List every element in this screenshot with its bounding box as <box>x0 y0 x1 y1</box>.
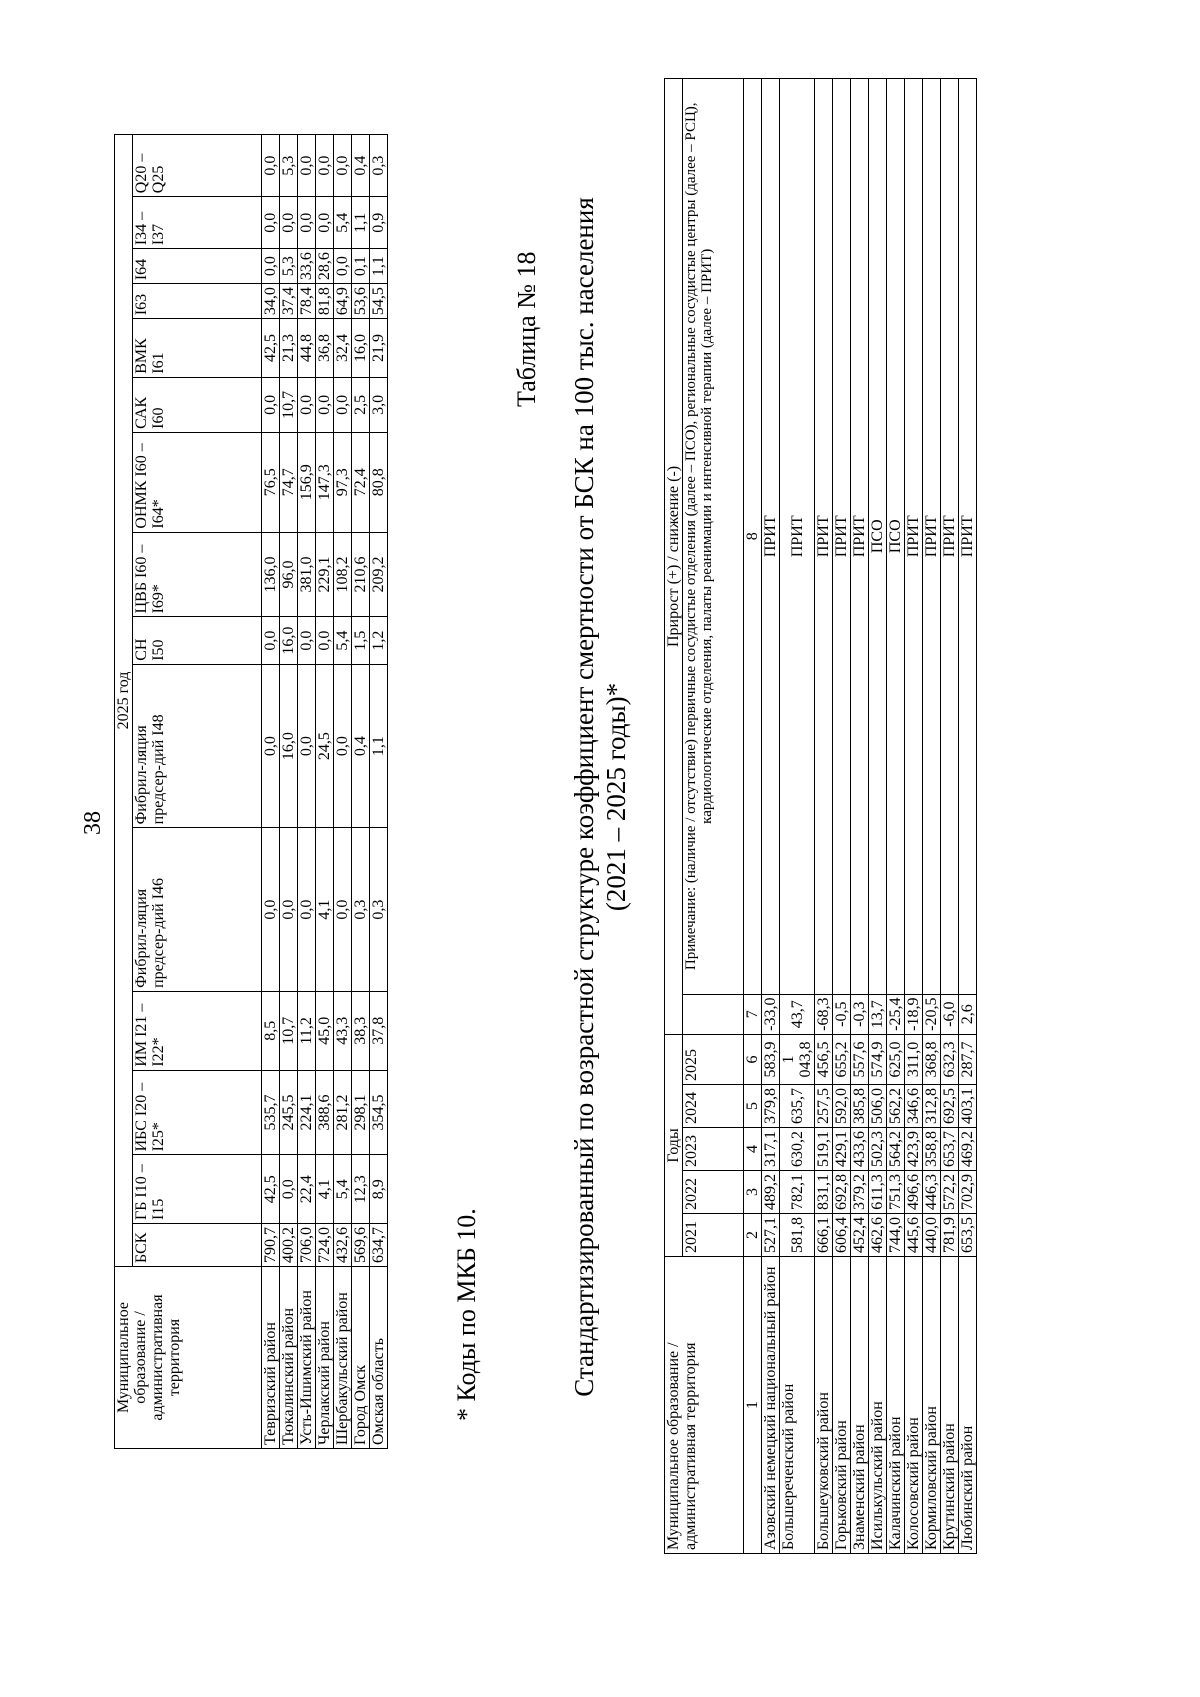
t2-growth: -6,0 <box>941 994 959 1034</box>
t1-cell: 388,6 <box>316 1070 334 1155</box>
t1-cell: 0,0 <box>298 135 316 197</box>
t1-cell: 569,6 <box>352 1224 370 1267</box>
t2-cell: 666,1 <box>815 1214 833 1257</box>
t1-cell: 354,5 <box>370 1070 388 1155</box>
t1-cell: 5,3 <box>280 135 298 197</box>
t1-cell: 5,4 <box>334 617 352 664</box>
t1-cell: 535,7 <box>262 1070 280 1155</box>
t2-cell: 702,9 <box>959 1171 977 1214</box>
t1-row-name: Тюкалинский район <box>280 1267 298 1449</box>
t2-header-note: Примечание: (наличие / отсутствие) первичные сосудистые отделения (далее – ПСО), региональные сосудистые центры (далее – РСЦ), кардиологические отделения, палаты реанимации и интенсивной терапии (далее – ПРИТ) <box>683 79 744 995</box>
t2-note: ПСО <box>887 79 905 995</box>
t2-growth: -18,9 <box>905 994 923 1034</box>
t1-cell: 11,2 <box>298 991 316 1070</box>
t1-cell: 78,4 <box>298 284 316 319</box>
t1-col-header: Фибрил-ляция предсер-дий I48 <box>133 664 262 828</box>
t2-col-number: 6 <box>744 1034 762 1084</box>
t2-year-header: 2021 <box>683 1214 744 1257</box>
t2-cell: 692,5 <box>941 1085 959 1128</box>
t1-cell: 0,0 <box>298 828 316 992</box>
t2-cell: 781,9 <box>941 1214 959 1257</box>
t1-cell: 34,0 <box>262 284 280 319</box>
t2-cell: 385,8 <box>851 1085 869 1128</box>
t2-cell: 452,4 <box>851 1214 869 1257</box>
t1-cell: 45,0 <box>316 991 334 1070</box>
t1-cell: 0,0 <box>262 617 280 664</box>
t2-cell: 527,1 <box>762 1214 780 1257</box>
t1-cell: 136,0 <box>262 532 280 617</box>
t1-cell: 96,0 <box>280 532 298 617</box>
t2-note: ПРИТ <box>905 79 923 995</box>
t2-col-number: 8 <box>744 79 762 995</box>
t1-cell: 0,0 <box>262 377 280 432</box>
table-row <box>780 79 815 1554</box>
t2-cell: 456,5 <box>815 1034 833 1084</box>
t1-cell: 8,9 <box>370 1155 388 1224</box>
t1-cell: 0,0 <box>280 828 298 992</box>
t2-row-name: Крутинский район <box>941 1257 959 1554</box>
t2-cell: 469,2 <box>959 1128 977 1171</box>
t1-cell: 81,8 <box>316 284 334 319</box>
t1-cell: 156,9 <box>298 432 316 532</box>
t1-cell: 38,3 <box>352 991 370 1070</box>
t1-cell: 8,5 <box>262 991 280 1070</box>
t2-col-number: 1 <box>744 1257 762 1554</box>
t1-cell: 28,6 <box>316 249 334 284</box>
table-row <box>298 135 316 1449</box>
t1-cell: 0,0 <box>316 617 334 664</box>
t1-cell: 0,0 <box>262 664 280 828</box>
t1-cell: 5,4 <box>334 197 352 249</box>
t2-cell: 557,6 <box>851 1034 869 1084</box>
t2-row-name: Азовский немецкий национальный район <box>762 1257 780 1554</box>
table-title <box>568 97 632 1497</box>
t1-cell: 72,4 <box>352 432 370 532</box>
t1-cell: 37,4 <box>280 284 298 319</box>
t1-cell: 16,0 <box>352 319 370 378</box>
t1-cell: 1,5 <box>352 617 370 664</box>
t1-col-header: Фибрил-ляция предсер-дий I46 <box>133 828 262 992</box>
t1-cell: 54,5 <box>370 284 388 319</box>
t2-growth: 13,7 <box>869 994 887 1034</box>
t1-cell: 298,1 <box>352 1070 370 1155</box>
t1-cell: 0,0 <box>334 135 352 197</box>
t2-year-header: 2025 <box>683 1034 744 1084</box>
t1-cell: 97,3 <box>334 432 352 532</box>
t1-cell: 0,3 <box>352 828 370 992</box>
table-row <box>352 135 370 1449</box>
t2-cell: 581,8 <box>780 1214 815 1257</box>
t1-cell: 0,0 <box>262 197 280 249</box>
table-row <box>905 79 923 1554</box>
t2-row-name: Знаменский район <box>851 1257 869 1554</box>
t1-cell: 0,0 <box>262 828 280 992</box>
t2-note: ПРИТ <box>941 79 959 995</box>
t1-cell: 32,4 <box>334 319 352 378</box>
t2-cell: 592,0 <box>833 1085 851 1128</box>
t2-header-growth: Прирост (+) / снижение (-) <box>665 79 683 1035</box>
t1-cell: 22,4 <box>298 1155 316 1224</box>
t1-row-name: Усть-Ишимский район <box>298 1267 316 1449</box>
table-18 <box>664 78 977 1554</box>
t1-col-header: ГБ I10 – I15 <box>133 1155 262 1224</box>
t1-cell: 0,0 <box>316 197 334 249</box>
t1-col-header: ВМК I61 <box>133 319 262 378</box>
t2-growth-sub <box>683 994 744 1034</box>
t2-col-number: 5 <box>744 1085 762 1128</box>
t2-cell: 751,3 <box>887 1171 905 1214</box>
t2-cell: 744,0 <box>887 1214 905 1257</box>
t1-cell: 634,7 <box>370 1224 388 1267</box>
t1-header-territory: Муниципальное образование / административная территория <box>115 1267 262 1449</box>
t2-cell: 630,2 <box>780 1128 815 1171</box>
t2-cell: 583,9 <box>762 1034 780 1084</box>
t1-cell: 10,7 <box>280 377 298 432</box>
t1-cell: 0,9 <box>370 197 388 249</box>
t1-col-header: СН I50 <box>133 617 262 664</box>
t1-cell: 209,2 <box>370 532 388 617</box>
t1-cell: 80,8 <box>370 432 388 532</box>
t2-row-name: Любинский район <box>959 1257 977 1554</box>
t2-cell: 564,2 <box>887 1128 905 1171</box>
t2-cell: 653,7 <box>941 1128 959 1171</box>
t1-col-header: I63 <box>133 284 262 319</box>
table-row <box>923 79 941 1554</box>
t2-cell: 445,6 <box>905 1214 923 1257</box>
t1-cell: 0,3 <box>370 135 388 197</box>
t1-cell: 0,0 <box>316 377 334 432</box>
t2-cell: 635,7 <box>780 1085 815 1128</box>
t1-cell: 42,5 <box>262 319 280 378</box>
t2-note: ПРИТ <box>959 79 977 995</box>
t2-year-header: 2022 <box>683 1171 744 1214</box>
t2-cell: 496,6 <box>905 1171 923 1214</box>
table-label: Таблица № 18 <box>512 251 541 407</box>
t2-cell: 562,2 <box>887 1085 905 1128</box>
t2-header-years: Годы <box>665 1034 683 1256</box>
t2-row-name: Колосовский район <box>905 1257 923 1554</box>
table-row <box>370 135 388 1449</box>
t1-cell: 1,1 <box>370 664 388 828</box>
t2-cell: 358,8 <box>923 1128 941 1171</box>
t1-cell: 210,6 <box>352 532 370 617</box>
t2-note: ПРИТ <box>923 79 941 995</box>
t1-cell: 229,1 <box>316 532 334 617</box>
t2-growth: -20,5 <box>923 994 941 1034</box>
t1-col-header: САК I60 <box>133 377 262 432</box>
t2-cell: 403,1 <box>959 1085 977 1128</box>
t1-cell: 64,9 <box>334 284 352 319</box>
t2-note: ПРИТ <box>833 79 851 995</box>
t1-cell: 1,2 <box>370 617 388 664</box>
t1-col-header: I64 <box>133 249 262 284</box>
t2-header-territory: Муниципальное образование / административная территория <box>665 1257 744 1554</box>
t1-cell: 400,2 <box>280 1224 298 1267</box>
t2-cell: 502,3 <box>869 1128 887 1171</box>
t2-col-number: 4 <box>744 1128 762 1171</box>
t1-col-header: ЦВБ I60 – I69* <box>133 532 262 617</box>
t1-cell: 432,6 <box>334 1224 352 1267</box>
t2-cell: 311,0 <box>905 1034 923 1084</box>
t1-cell: 36,8 <box>316 319 334 378</box>
t1-cell: 21,3 <box>280 319 298 378</box>
footnote: * Коды по МКБ 10. <box>452 1208 481 1421</box>
t2-cell: 606,4 <box>833 1214 851 1257</box>
t2-cell: 632,3 <box>941 1034 959 1084</box>
table-row <box>833 79 851 1554</box>
table-row <box>334 135 352 1449</box>
t1-cell: 790,7 <box>262 1224 280 1267</box>
t2-note: ПРИТ <box>851 79 869 995</box>
t2-cell: 1 043,8 <box>780 1034 815 1084</box>
t2-note: ПРИТ <box>780 79 815 995</box>
t2-growth: 2,6 <box>959 994 977 1034</box>
t2-cell: 317,1 <box>762 1128 780 1171</box>
t1-cell: 21,9 <box>370 319 388 378</box>
t1-cell: 0,3 <box>370 828 388 992</box>
page-number: 38 <box>80 811 106 835</box>
t2-cell: 433,6 <box>851 1128 869 1171</box>
t2-row-name: Исилькульский район <box>869 1257 887 1554</box>
t2-cell: 519,1 <box>815 1128 833 1171</box>
t1-cell: 42,5 <box>262 1155 280 1224</box>
t1-row-name: Город Омск <box>352 1267 370 1449</box>
t1-cell: 5,3 <box>280 249 298 284</box>
t2-cell: 462,6 <box>869 1214 887 1257</box>
t1-cell: 33,6 <box>298 249 316 284</box>
table-row <box>887 79 905 1554</box>
t1-cell: 0,1 <box>352 249 370 284</box>
t1-cell: 0,0 <box>280 1155 298 1224</box>
t1-cell: 245,5 <box>280 1070 298 1155</box>
t1-cell: 2,5 <box>352 377 370 432</box>
t1-cell: 0,0 <box>262 249 280 284</box>
t1-cell: 147,3 <box>316 432 334 532</box>
t2-cell: 506,0 <box>869 1085 887 1128</box>
title-line-1: Стандартизированный по возрастной структуре коэффициент смертности от БСК на 100 тыс. населения <box>569 197 599 1397</box>
table-row <box>815 79 833 1554</box>
t1-cell: 12,3 <box>352 1155 370 1224</box>
t1-cell: 108,2 <box>334 532 352 617</box>
t2-cell: 655,2 <box>833 1034 851 1084</box>
title-line-2: (2021 – 2025 годы)* <box>601 682 631 912</box>
t2-cell: 446,3 <box>923 1171 941 1214</box>
t2-cell: 379,2 <box>851 1171 869 1214</box>
t1-cell: 0,0 <box>334 377 352 432</box>
t2-growth: -25,4 <box>887 994 905 1034</box>
t1-cell: 0,0 <box>298 617 316 664</box>
t1-cell: 1,1 <box>370 249 388 284</box>
t1-row-name: Омская область <box>370 1267 388 1449</box>
t1-cell: 706,0 <box>298 1224 316 1267</box>
t2-growth: -0,5 <box>833 994 851 1034</box>
t2-note: ПСО <box>869 79 887 995</box>
t2-cell: 782,1 <box>780 1171 815 1214</box>
t1-cell: 0,0 <box>298 664 316 828</box>
table-row <box>280 135 298 1449</box>
table-row <box>762 79 780 1554</box>
t1-cell: 0,0 <box>298 377 316 432</box>
t1-cell: 0,0 <box>262 135 280 197</box>
table-row <box>851 79 869 1554</box>
t2-cell: 653,5 <box>959 1214 977 1257</box>
t1-col-header: ИМ I21 – I22* <box>133 991 262 1070</box>
table-row <box>941 79 959 1554</box>
table-row <box>316 135 334 1449</box>
t2-col-number: 3 <box>744 1171 762 1214</box>
t1-cell: 5,4 <box>334 1155 352 1224</box>
t2-note: ПРИТ <box>815 79 833 995</box>
t2-growth: -68,3 <box>815 994 833 1034</box>
t2-cell: 257,5 <box>815 1085 833 1128</box>
t2-year-header: 2023 <box>683 1128 744 1171</box>
t2-cell: 440,0 <box>923 1214 941 1257</box>
t1-cell: 16,0 <box>280 664 298 828</box>
t1-header-year: 2025 год <box>115 135 133 1267</box>
t2-cell: 368,8 <box>923 1034 941 1084</box>
t2-cell: 312,8 <box>923 1085 941 1128</box>
t2-row-name: Большереченский район <box>780 1257 815 1554</box>
t2-year-header: 2024 <box>683 1085 744 1128</box>
t1-cell: 44,8 <box>298 319 316 378</box>
t1-cell: 0,0 <box>298 197 316 249</box>
t1-cell: 0,4 <box>352 135 370 197</box>
t2-note: ПРИТ <box>762 79 780 995</box>
t2-cell: 287,7 <box>959 1034 977 1084</box>
t1-cell: 24,5 <box>316 664 334 828</box>
t1-cell: 381,0 <box>298 532 316 617</box>
t1-cell: 43,3 <box>334 991 352 1070</box>
t1-cell: 0,0 <box>334 828 352 992</box>
t1-row-name: Тевризский район <box>262 1267 280 1449</box>
t2-col-number: 7 <box>744 994 762 1034</box>
t1-col-header: I34 – I37 <box>133 197 262 249</box>
t2-row-name: Калачинский район <box>887 1257 905 1554</box>
t2-growth: -33,0 <box>762 994 780 1034</box>
t1-row-name: Шербакульский район <box>334 1267 352 1449</box>
t1-cell: 0,0 <box>280 197 298 249</box>
t1-cell: 37,8 <box>370 991 388 1070</box>
t1-cell: 4,1 <box>316 828 334 992</box>
t1-cell: 1,1 <box>352 197 370 249</box>
t1-cell: 76,5 <box>262 432 280 532</box>
t1-col-header: БСК <box>133 1224 262 1267</box>
t1-cell: 3,0 <box>370 377 388 432</box>
t2-cell: 346,6 <box>905 1085 923 1128</box>
table-row <box>262 135 280 1449</box>
t2-growth: -0,3 <box>851 994 869 1034</box>
t1-col-header: Q20 – Q25 <box>133 135 262 197</box>
t1-col-header: ОНМК I60 – I64* <box>133 432 262 532</box>
t1-cell: 724,0 <box>316 1224 334 1267</box>
t2-growth: 43,7 <box>780 994 815 1034</box>
t2-row-name: Большеуковский район <box>815 1257 833 1554</box>
t1-cell: 0,0 <box>334 249 352 284</box>
t2-cell: 831,1 <box>815 1171 833 1214</box>
t1-cell: 224,1 <box>298 1070 316 1155</box>
t1-cell: 281,2 <box>334 1070 352 1155</box>
t2-cell: 692,8 <box>833 1171 851 1214</box>
t1-cell: 10,7 <box>280 991 298 1070</box>
t2-cell: 429,1 <box>833 1128 851 1171</box>
t2-row-name: Горьковский район <box>833 1257 851 1554</box>
t2-cell: 423,9 <box>905 1128 923 1171</box>
t1-cell: 0,4 <box>352 664 370 828</box>
t2-row-name: Кормиловский район <box>923 1257 941 1554</box>
t1-col-header: ИБС I20 – I25* <box>133 1070 262 1155</box>
t1-cell: 4,1 <box>316 1155 334 1224</box>
t1-cell: 74,7 <box>280 432 298 532</box>
table-structure-2025 <box>114 134 388 1449</box>
t2-cell: 572,2 <box>941 1171 959 1214</box>
t2-cell: 489,2 <box>762 1171 780 1214</box>
table-row <box>959 79 977 1554</box>
t2-cell: 625,0 <box>887 1034 905 1084</box>
t2-cell: 574,9 <box>869 1034 887 1084</box>
t1-row-name: Черлакский район <box>316 1267 334 1449</box>
t1-cell: 0,0 <box>334 664 352 828</box>
t2-cell: 611,3 <box>869 1171 887 1214</box>
t2-col-number: 2 <box>744 1214 762 1257</box>
t1-cell: 0,0 <box>316 135 334 197</box>
t2-cell: 379,8 <box>762 1085 780 1128</box>
t1-cell: 16,0 <box>280 617 298 664</box>
table-row <box>869 79 887 1554</box>
t1-cell: 53,6 <box>352 284 370 319</box>
